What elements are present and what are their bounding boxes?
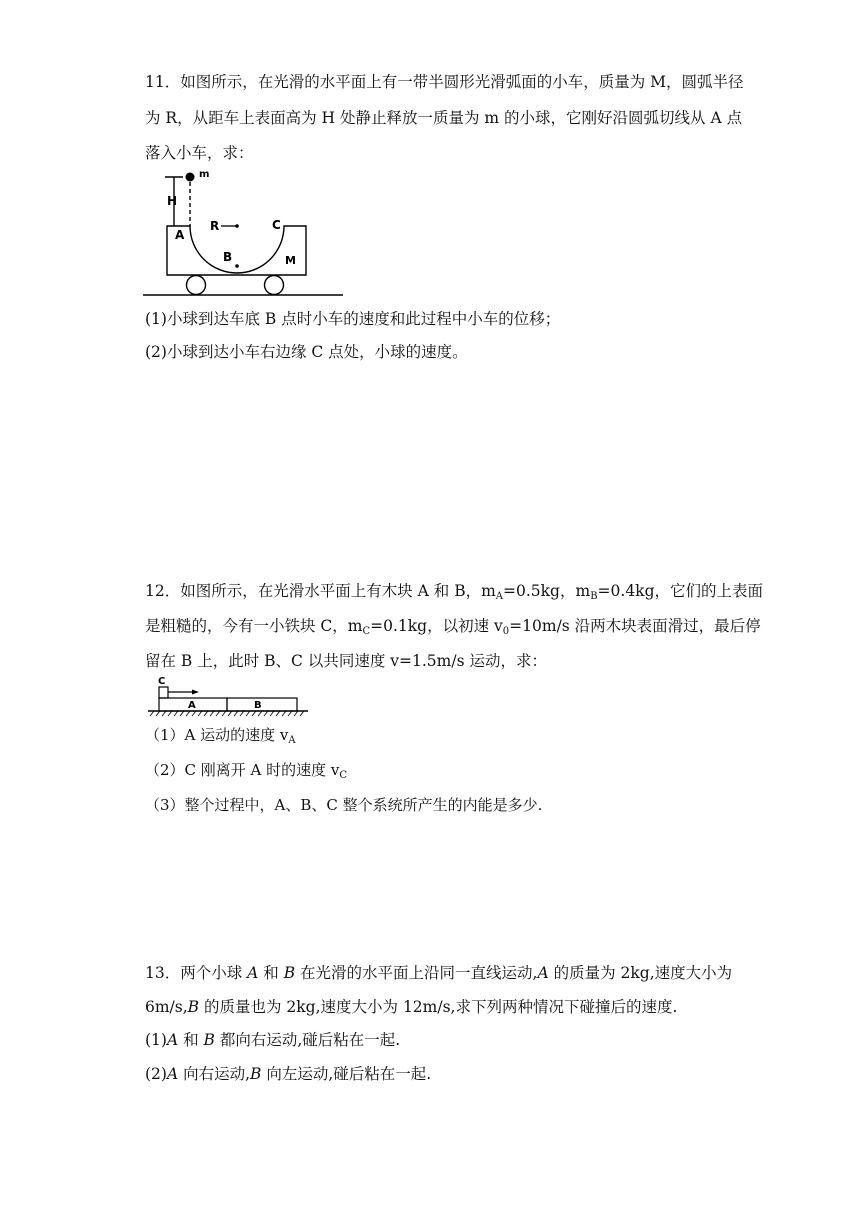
q12-line-1-a: 12．如图所示，在光滑水平面上有木块 A 和 B，m: [145, 582, 496, 600]
q13-part-2: [145, 1064, 431, 1084]
q12-part-3: （3）整个过程中，A、B、C 整个系统所产生的内能是多少.: [145, 796, 543, 814]
q13-var: B: [283, 964, 296, 982]
q11-wheel-right: [265, 276, 284, 295]
q12-block-c: [159, 687, 168, 698]
q13-var: A: [537, 964, 549, 982]
q12-line-2-c: =10m/s 沿两木块表面滑过，最后停: [509, 617, 761, 635]
q11-line-2: 为 R，从距车上表面高为 H 处静止释放一质量为 m 的小球，它刚好沿圆弧切线从 A 点: [145, 109, 743, 127]
q12-fig-label-b: B: [254, 700, 262, 711]
q12-line-3: 留在 B 上，此时 B、C 以共同速度 v=1.5m/s 运动，求：: [145, 652, 547, 670]
q13-text: 6m/s,: [145, 998, 188, 1016]
q12-part-1: [145, 725, 296, 745]
q12-line-1-c: =0.4kg，它们的上表面: [597, 582, 763, 600]
q11-fig-label-a: A: [175, 228, 185, 242]
q11-fig-label-mass: M: [285, 254, 296, 267]
q11-part-2: (2)小球到达小车右边缘 C 点处，小球的速度。: [145, 343, 468, 361]
q11-line-3: 落入小车，求：: [145, 144, 254, 162]
q12-part-2-text: （2）C 刚离开 A 时的速度 v: [145, 761, 340, 779]
q11-cart-figure: [143, 165, 348, 300]
q13-text: 的质量为 2kg,速度大小为: [548, 964, 733, 982]
q11-wheel-left: [187, 276, 206, 295]
q12-sub-0: 0: [502, 626, 510, 637]
q13-text: 在光滑的水平面上沿同一直线运动,: [295, 964, 538, 982]
q12-line-2: [145, 616, 761, 636]
q11-fig-label-c: C: [272, 218, 281, 232]
q13-var: B: [250, 1065, 262, 1083]
q12-part-1-text: （1）A 运动的速度 v: [145, 726, 289, 744]
q11-fig-label-m: m: [199, 169, 210, 180]
q13-text: 13．两个小球: [145, 964, 248, 982]
q12-fig-label-a: A: [188, 700, 196, 711]
q11-fig-label-b: B: [223, 250, 233, 264]
q13-line-1: [145, 963, 732, 983]
q13-var: A: [166, 1065, 179, 1083]
q12-blocks-figure: [145, 673, 320, 718]
q12-sub-a: A: [495, 591, 504, 602]
q12-part-2-sub: C: [339, 770, 348, 781]
q13-text: (1): [145, 1031, 167, 1049]
q13-var: B: [203, 1031, 215, 1049]
q13-text: (2): [145, 1065, 167, 1083]
q13-text: 和: [178, 1031, 204, 1049]
q13-text: 和: [258, 964, 284, 982]
q11-part-1: (1)小球到达车底 B 点时小车的速度和此过程中小车的位移；: [145, 310, 561, 328]
q11-fig-label-h: H: [167, 194, 178, 208]
q13-text: 都向右运动,碰后粘在一起.: [214, 1031, 401, 1049]
q11-line-1: 11．如图所示，在光滑的水平面上有一带半圆形光滑弧面的小车，质量为 M，圆弧半径: [145, 73, 744, 91]
q12-line-2-b: =0.1kg，以初速 v: [370, 617, 503, 635]
q13-text: 向右运动,: [178, 1065, 251, 1083]
q12-block-b: [227, 698, 297, 711]
q13-text: 的质量也为 2kg,速度大小为 12m/s,求下列两种情况下碰撞后的速度.: [199, 998, 678, 1016]
q13-var: A: [166, 1031, 179, 1049]
q12-part-2: [145, 760, 347, 780]
q11-fig-label-r: R: [210, 219, 220, 233]
q13-var: B: [187, 998, 200, 1016]
q13-part-1: [145, 1030, 400, 1050]
q12-sub-c: C: [362, 626, 371, 637]
q12-part-1-sub: A: [288, 735, 296, 746]
q11-ball: [186, 173, 195, 182]
q12-line-2-a: 是粗糙的，今有一小铁块 C，m: [145, 617, 363, 635]
q12-line-1-b: =0.5kg，m: [503, 582, 591, 600]
q13-var: A: [247, 964, 259, 982]
q13-text: 向左运动,碰后粘在一起.: [261, 1065, 432, 1083]
q12-line-1: [145, 581, 763, 601]
q13-line-2: [145, 997, 677, 1017]
q12-sub-b: B: [590, 591, 598, 602]
q12-fig-label-c: C: [158, 676, 166, 687]
